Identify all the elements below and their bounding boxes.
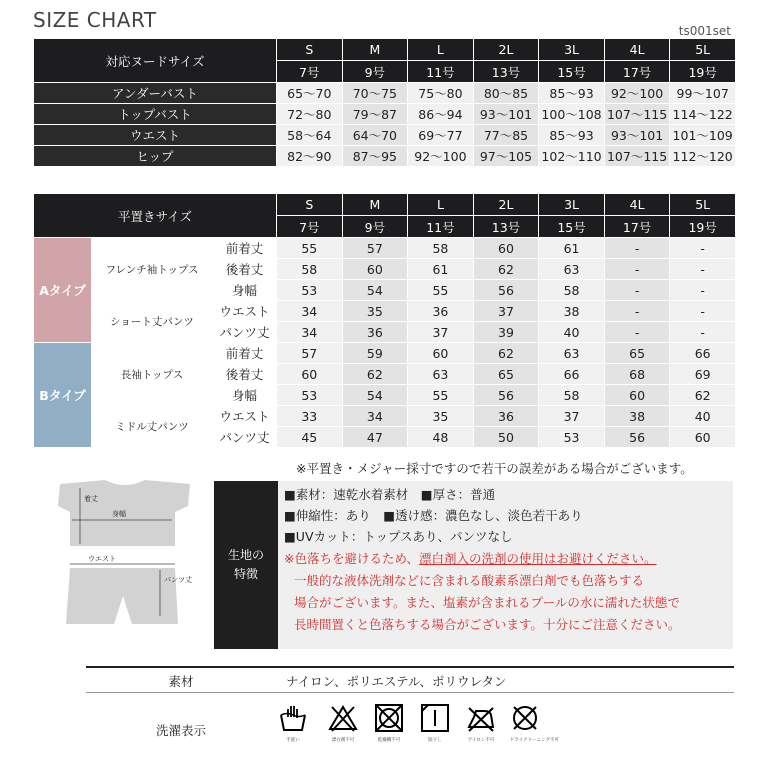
size-header: 5L xyxy=(670,194,736,216)
gou-header: 7号 xyxy=(277,216,343,238)
category-label: 長袖トップス xyxy=(92,343,213,406)
table-cell: 50 xyxy=(473,427,539,448)
table-row xyxy=(34,125,736,146)
table-cell: 93～101 xyxy=(473,104,539,125)
gou-header: 19号 xyxy=(670,216,736,238)
table-cell: 36 xyxy=(342,322,408,343)
garment-diagram-icon xyxy=(50,476,200,636)
size-header: 3L xyxy=(539,194,605,216)
row-label: トップバスト xyxy=(34,104,277,125)
divider xyxy=(86,666,734,668)
table-cell: 63 xyxy=(408,364,474,385)
table-cell: 107～115 xyxy=(604,104,670,125)
table-cell: 66 xyxy=(539,364,605,385)
size-header: M xyxy=(342,39,408,61)
size-header: M xyxy=(342,194,408,216)
size-header: 5L xyxy=(670,39,736,61)
product-code: ts001set xyxy=(678,24,731,38)
table-cell: 65 xyxy=(604,343,670,364)
table-cell: - xyxy=(604,322,670,343)
table-cell: 36 xyxy=(473,406,539,427)
gou-header: 13号 xyxy=(473,61,539,83)
table-cell: 55 xyxy=(408,280,474,301)
hand-wash-icon xyxy=(276,703,310,743)
table-cell: 112～120 xyxy=(670,146,736,167)
table-cell: 61 xyxy=(408,259,474,280)
diagram-chest-label: 着丈 xyxy=(84,495,98,503)
table-cell: - xyxy=(670,322,736,343)
row-label: パンツ丈 xyxy=(213,427,277,448)
table-cell: 64～70 xyxy=(342,125,408,146)
warning-text: 長時間置くと色落ちする場合がございます。十分にご注意ください。 xyxy=(294,617,681,632)
table-cell: 63 xyxy=(539,259,605,280)
fabric-line: ■UVカット：トップスあり、パンツなし xyxy=(284,529,513,544)
table-cell: 102～110 xyxy=(539,146,605,167)
table-cell: 56 xyxy=(473,385,539,406)
size-header: 4L xyxy=(604,39,670,61)
table-cell: 61 xyxy=(539,238,605,259)
category-label: フレンチ袖トップス xyxy=(92,238,213,301)
table-cell: 86～94 xyxy=(408,104,474,125)
table-cell: 38 xyxy=(539,301,605,322)
fabric-line: ■素材：速乾水着素材 ■厚さ：普通 xyxy=(284,487,496,502)
material-label: 素材 xyxy=(168,674,194,689)
table-cell: 99～107 xyxy=(670,83,736,104)
table-cell: 47 xyxy=(342,427,408,448)
row-label: 身幅 xyxy=(213,385,277,406)
table-cell: 75～80 xyxy=(408,83,474,104)
table-cell: - xyxy=(604,259,670,280)
table-cell: 79～87 xyxy=(342,104,408,125)
table-cell: - xyxy=(670,238,736,259)
table-cell: 85～93 xyxy=(539,125,605,146)
table-row xyxy=(34,238,736,259)
no-tumble-dry-icon xyxy=(372,703,406,743)
table-cell: 34 xyxy=(277,301,343,322)
table-cell: 56 xyxy=(604,427,670,448)
flat-size-table xyxy=(33,193,736,448)
table-cell: 62 xyxy=(473,259,539,280)
table-cell: 60 xyxy=(473,238,539,259)
table-cell: 114～122 xyxy=(670,104,736,125)
diagram-length-label: パンツ丈 xyxy=(164,576,192,584)
table-row xyxy=(34,83,736,104)
table-cell: 72～80 xyxy=(277,104,343,125)
table-cell: 58 xyxy=(408,238,474,259)
wash-caption: アイロン不可 xyxy=(467,737,495,743)
table-cell: 62 xyxy=(342,364,408,385)
table-cell: 87～95 xyxy=(342,146,408,167)
table-cell: 80～85 xyxy=(473,83,539,104)
table-row xyxy=(34,146,736,167)
row-label: 前着丈 xyxy=(213,238,277,259)
gou-header: 11号 xyxy=(408,61,474,83)
table-cell: 58 xyxy=(539,385,605,406)
flat-size-label: 平置きサイズ xyxy=(34,194,277,238)
table-cell: 57 xyxy=(342,238,408,259)
wash-caption: 乾燥機不可 xyxy=(377,737,401,743)
table-cell: 82～90 xyxy=(277,146,343,167)
wash-label: 洗濯表示 xyxy=(155,723,206,738)
row-label: 身幅 xyxy=(213,280,277,301)
size-header: S xyxy=(277,194,343,216)
gou-header: 13号 xyxy=(473,216,539,238)
table-cell: 93～101 xyxy=(604,125,670,146)
table-cell: 37 xyxy=(473,301,539,322)
shade-dry-icon xyxy=(418,703,452,743)
table-cell: 48 xyxy=(408,427,474,448)
table-cell: 60 xyxy=(342,259,408,280)
warning-text: 一般的な液体洗剤などに含まれる酸素系漂白剤でも色落ちする xyxy=(294,573,645,588)
size-header: S xyxy=(277,39,343,61)
table-cell: 58 xyxy=(539,280,605,301)
table-cell: 97～105 xyxy=(473,146,539,167)
table-cell: 39 xyxy=(473,322,539,343)
table-cell: 40 xyxy=(670,406,736,427)
size-header: 2L xyxy=(473,39,539,61)
category-label: ショート丈パンツ xyxy=(92,301,213,343)
category-label: ミドル丈パンツ xyxy=(92,406,213,448)
no-iron-icon xyxy=(464,703,498,743)
wash-caption: 手洗い xyxy=(286,737,300,743)
table-cell: 68 xyxy=(604,364,670,385)
warning-underlined: 漂白剤入の洗剤の使用はお避けください。 xyxy=(418,551,657,566)
gou-header: 17号 xyxy=(604,216,670,238)
table-cell: 55 xyxy=(277,238,343,259)
table-cell: 45 xyxy=(277,427,343,448)
row-label: ウエスト xyxy=(213,406,277,427)
table-row xyxy=(34,104,736,125)
table-cell: 37 xyxy=(408,322,474,343)
gou-header: 17号 xyxy=(604,61,670,83)
table-cell: 70～75 xyxy=(342,83,408,104)
table-cell: - xyxy=(670,301,736,322)
fabric-label xyxy=(214,481,278,649)
table-cell: 69～77 xyxy=(408,125,474,146)
table-cell: 62 xyxy=(473,343,539,364)
gou-header: 7号 xyxy=(277,61,343,83)
size-header: 3L xyxy=(539,39,605,61)
table-cell: 60 xyxy=(670,427,736,448)
row-label: 後着丈 xyxy=(213,364,277,385)
table-cell: 100～108 xyxy=(539,104,605,125)
row-label: ヒップ xyxy=(34,146,277,167)
table-cell: 58 xyxy=(277,259,343,280)
divider xyxy=(86,692,734,693)
table-cell: 107～115 xyxy=(604,146,670,167)
table-row xyxy=(34,343,736,364)
wash-caption: ドライクリーニング不可 xyxy=(509,737,559,743)
size-header: 4L xyxy=(604,194,670,216)
row-label: 前着丈 xyxy=(213,343,277,364)
gou-header: 15号 xyxy=(539,216,605,238)
no-bleach-icon xyxy=(326,703,360,743)
table-cell: 54 xyxy=(342,385,408,406)
table-cell: - xyxy=(604,301,670,322)
table-cell: 65～70 xyxy=(277,83,343,104)
material-value: ナイロン、ポリエステル、ポリウレタン xyxy=(286,674,507,689)
table-cell: 56 xyxy=(473,280,539,301)
table-cell: 57 xyxy=(277,343,343,364)
table-cell: 65 xyxy=(473,364,539,385)
row-label: 後着丈 xyxy=(213,259,277,280)
table-cell: 34 xyxy=(277,322,343,343)
table-cell: 60 xyxy=(408,343,474,364)
table-cell: - xyxy=(604,238,670,259)
nude-size-label: 対応ヌードサイズ xyxy=(34,39,277,83)
table-cell: 38 xyxy=(604,406,670,427)
table-cell: 62 xyxy=(670,385,736,406)
table-cell: - xyxy=(670,280,736,301)
gou-header: 19号 xyxy=(670,61,736,83)
measurement-note: ※平置き・メジャー採寸ですので若干の誤差がある場合がございます。 xyxy=(296,461,693,476)
nude-size-table xyxy=(33,38,736,167)
warning-text: 場合がございます。また、塩素が含まれるプールの水に濡れた状態で xyxy=(294,595,680,610)
table-cell: 53 xyxy=(539,427,605,448)
table-cell: 54 xyxy=(342,280,408,301)
table-cell: 101～109 xyxy=(670,125,736,146)
table-cell: 55 xyxy=(408,385,474,406)
wash-caption: 漂白剤不可 xyxy=(331,737,355,743)
size-header: L xyxy=(408,39,474,61)
type-b-label: Bタイプ xyxy=(34,343,92,448)
table-cell: 35 xyxy=(342,301,408,322)
table-cell: 40 xyxy=(539,322,605,343)
page-title: SIZE CHART xyxy=(33,8,157,32)
table-cell: 58～64 xyxy=(277,125,343,146)
table-cell: 92～100 xyxy=(604,83,670,104)
no-dry-clean-icon xyxy=(508,703,559,743)
table-cell: 63 xyxy=(539,343,605,364)
table-cell: 77～85 xyxy=(473,125,539,146)
warning-text: ※色落ちを避けるため、 xyxy=(284,551,419,566)
table-row xyxy=(34,301,736,322)
table-row xyxy=(34,406,736,427)
diagram-waist-label: ウエスト xyxy=(88,555,116,563)
fabric-label-line2: 特徴 xyxy=(233,567,258,581)
table-cell: 92～100 xyxy=(408,146,474,167)
size-header: L xyxy=(408,194,474,216)
table-cell: 60 xyxy=(277,364,343,385)
diagram-width-label: 身幅 xyxy=(112,510,126,518)
row-label: ウエスト xyxy=(34,125,277,146)
table-cell: 69 xyxy=(670,364,736,385)
table-cell: 36 xyxy=(408,301,474,322)
gou-header: 11号 xyxy=(408,216,474,238)
row-label: ウエスト xyxy=(213,301,277,322)
type-a-label: Aタイプ xyxy=(34,238,92,343)
size-header: 2L xyxy=(473,194,539,216)
table-cell: 53 xyxy=(277,385,343,406)
table-cell: 60 xyxy=(604,385,670,406)
wash-caption: 陰干し xyxy=(428,737,442,743)
gou-header: 9号 xyxy=(342,216,408,238)
table-cell: 85～93 xyxy=(539,83,605,104)
fabric-line: ■伸縮性：あり ■透け感：濃色なし、淡色若干あり xyxy=(284,508,583,523)
table-cell: 35 xyxy=(408,406,474,427)
fabric-details xyxy=(278,481,733,649)
table-cell: - xyxy=(604,280,670,301)
gou-header: 9号 xyxy=(342,61,408,83)
table-cell: 33 xyxy=(277,406,343,427)
table-cell: - xyxy=(670,259,736,280)
table-cell: 66 xyxy=(670,343,736,364)
table-cell: 37 xyxy=(539,406,605,427)
table-cell: 34 xyxy=(342,406,408,427)
gou-header: 15号 xyxy=(539,61,605,83)
table-cell: 53 xyxy=(277,280,343,301)
row-label: パンツ丈 xyxy=(213,322,277,343)
fabric-label-line1: 生地の xyxy=(227,548,264,562)
fabric-warning xyxy=(284,549,657,567)
table-cell: 59 xyxy=(342,343,408,364)
row-label: アンダーバスト xyxy=(34,83,277,104)
